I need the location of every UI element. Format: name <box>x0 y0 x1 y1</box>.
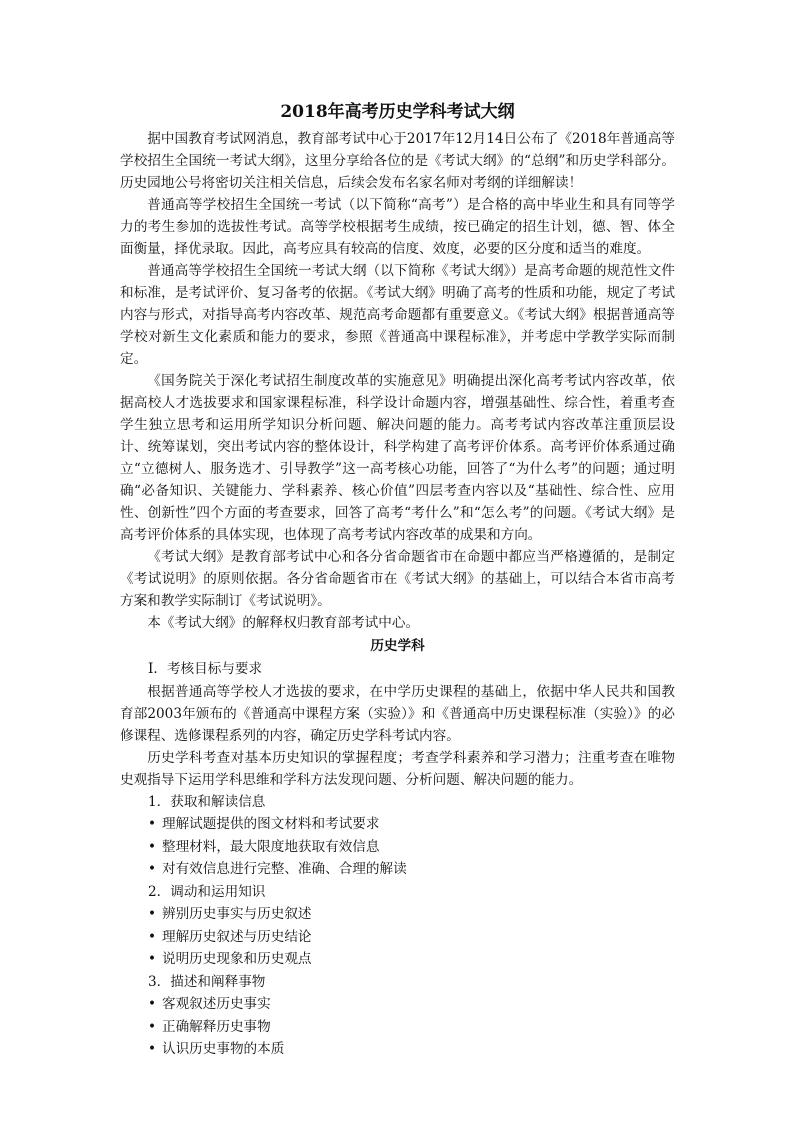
list-item-text: 客观叙述历史事实 <box>162 996 271 1012</box>
list-item-text: 认识历史事物的本质 <box>162 1041 285 1057</box>
subsection-heading: Ⅰ．考核目标与要求 <box>148 661 263 677</box>
group-heading: 1．获取和解读信息 <box>148 793 266 810</box>
list-item-text: 说明历史现象和历史观点 <box>162 951 312 967</box>
list-item <box>120 813 675 836</box>
list-item <box>120 858 675 881</box>
list-item <box>120 948 675 971</box>
bullet-icon: • <box>148 951 157 967</box>
list-item <box>120 836 675 859</box>
section-title: 历史学科 <box>370 638 425 654</box>
bullet-icon: • <box>148 906 157 922</box>
bullet-icon: • <box>148 1041 157 1057</box>
body-paragraph: 本《考试大纲》的解释权归教育部考试中心。 <box>147 615 420 631</box>
list-item-text: 正确解释历史事物 <box>162 1018 271 1035</box>
bullet-icon: • <box>148 996 157 1012</box>
bullet-icon: • <box>148 816 157 832</box>
group-heading: 2．调动和运用知识 <box>148 883 266 900</box>
list-item <box>120 926 675 949</box>
list-item-text: 理解试题提供的图文材料和考试要求 <box>162 816 380 832</box>
body-paragraph: 普通高等学校招生全国统一考试大纲（以下简称《考试大纲》）是高考命题的规范性文件和标准，是考试评价、复习备考的依据。《考试大纲》明确了高考的性质和功能，规定了考试内容与形式，对指导高考内容改革、规范高考命题都有重要意义。《考试大纲》根据普通高等学校对新生文化素质和能力的要求，参照《普通高中课程标准》，并考虑中学教学实际而制定。 <box>120 263 675 367</box>
bullet-icon: • <box>148 1018 157 1035</box>
group-heading: 3．描述和阐释事物 <box>148 973 266 990</box>
body-paragraph: 历史学科考查对基本历史知识的掌握程度；考查学科素养和学习潜力；注重考查在唯物史观指导下运用学科思维和学科方法发现问题、分析问题、解决问题的能力。 <box>120 749 675 788</box>
list-item-text: 对有效信息进行完整、准确、合理的解读 <box>162 861 407 877</box>
list-item-text: 辨别历史事实与历史叙述 <box>162 906 312 922</box>
document-title: 2018年高考历史学科考试大纲 <box>280 102 515 122</box>
body-paragraph: 根据普通高等学校人才选拔的要求，在中学历史课程的基础上，依据中华人民共和国教育部2003年颁布的《普通高中课程方案（实验）》和《普通高中历史课程标准（实验）》的必修课程、选修课程系列的内容，确定历史学科考试内容。 <box>120 683 675 744</box>
document-page <box>120 100 675 1061</box>
bullet-icon: • <box>148 838 157 855</box>
intro-paragraph: 据中国教育考试网消息，教育部考试中心于2017年12月14日公布了《2018年普通高等学校招生全国统一考试大纲》，这里分享给各位的是《考试大纲》的“总纲”和历史学科部分。历史园地公号将密切关注相关信息，后续会发布名家名师对考纲的详细解读！ <box>120 131 675 191</box>
body-paragraph: 普通高等学校招生全国统一考试（以下简称“高考”）是合格的高中毕业生和具有同等学力的考生参加的选拔性考试。高等学校根据考生成绩，按已确定的招生计划，德、智、体全面衡量，择优录取。因此，高考应具有较高的信度、效度，必要的区分度和适当的难度。 <box>120 197 675 257</box>
body-paragraph: 《国务院关于深化考试招生制度改革的实施意见》明确提出深化高考考试内容改革，依据高校人才选拔要求和国家课程标准，科学设计命题内容，增强基础性、综合性，着重考查学生独立思考和运用所学知识分析问题、解决问题的能力。高考考试内容改革注重顶层设计、统筹谋划，突出考试内容的整体设计，科学构建了高考评价体系。高考评价体系通过确立“立德树人、服务选才、引导教学”这一高考核心功能，回答了“为什么考”的问题；通过明确“必备知识、关键能力、学科素养、核心价值”四层考查内容以及“基础性、综合性、应用性、创新性”四个方面的考查要求，回答了高考“考什么”和“怎么考”的问题。《考试大纲》是高考评价体系的具体实现，也体现了高考考试内容改革的成果和方向。 <box>120 373 675 543</box>
list-item <box>120 993 675 1016</box>
list-item <box>120 1038 675 1061</box>
list-item <box>120 903 675 926</box>
body-paragraph: 《考试大纲》是教育部考试中心和各分省命题省市在命题中都应当严格遵循的，是制定《考试说明》的原则依据。各分省命题省市在《考试大纲》的基础上，可以结合本省市高考方案和教学实际制订《考试说明》。 <box>120 549 675 609</box>
list-item <box>120 1016 675 1039</box>
list-item-text: 理解历史叙述与历史结论 <box>162 928 312 945</box>
list-item-text: 整理材料，最大限度地获取有效信息 <box>162 838 380 855</box>
bullet-icon: • <box>148 928 157 945</box>
bullet-icon: • <box>148 861 157 877</box>
